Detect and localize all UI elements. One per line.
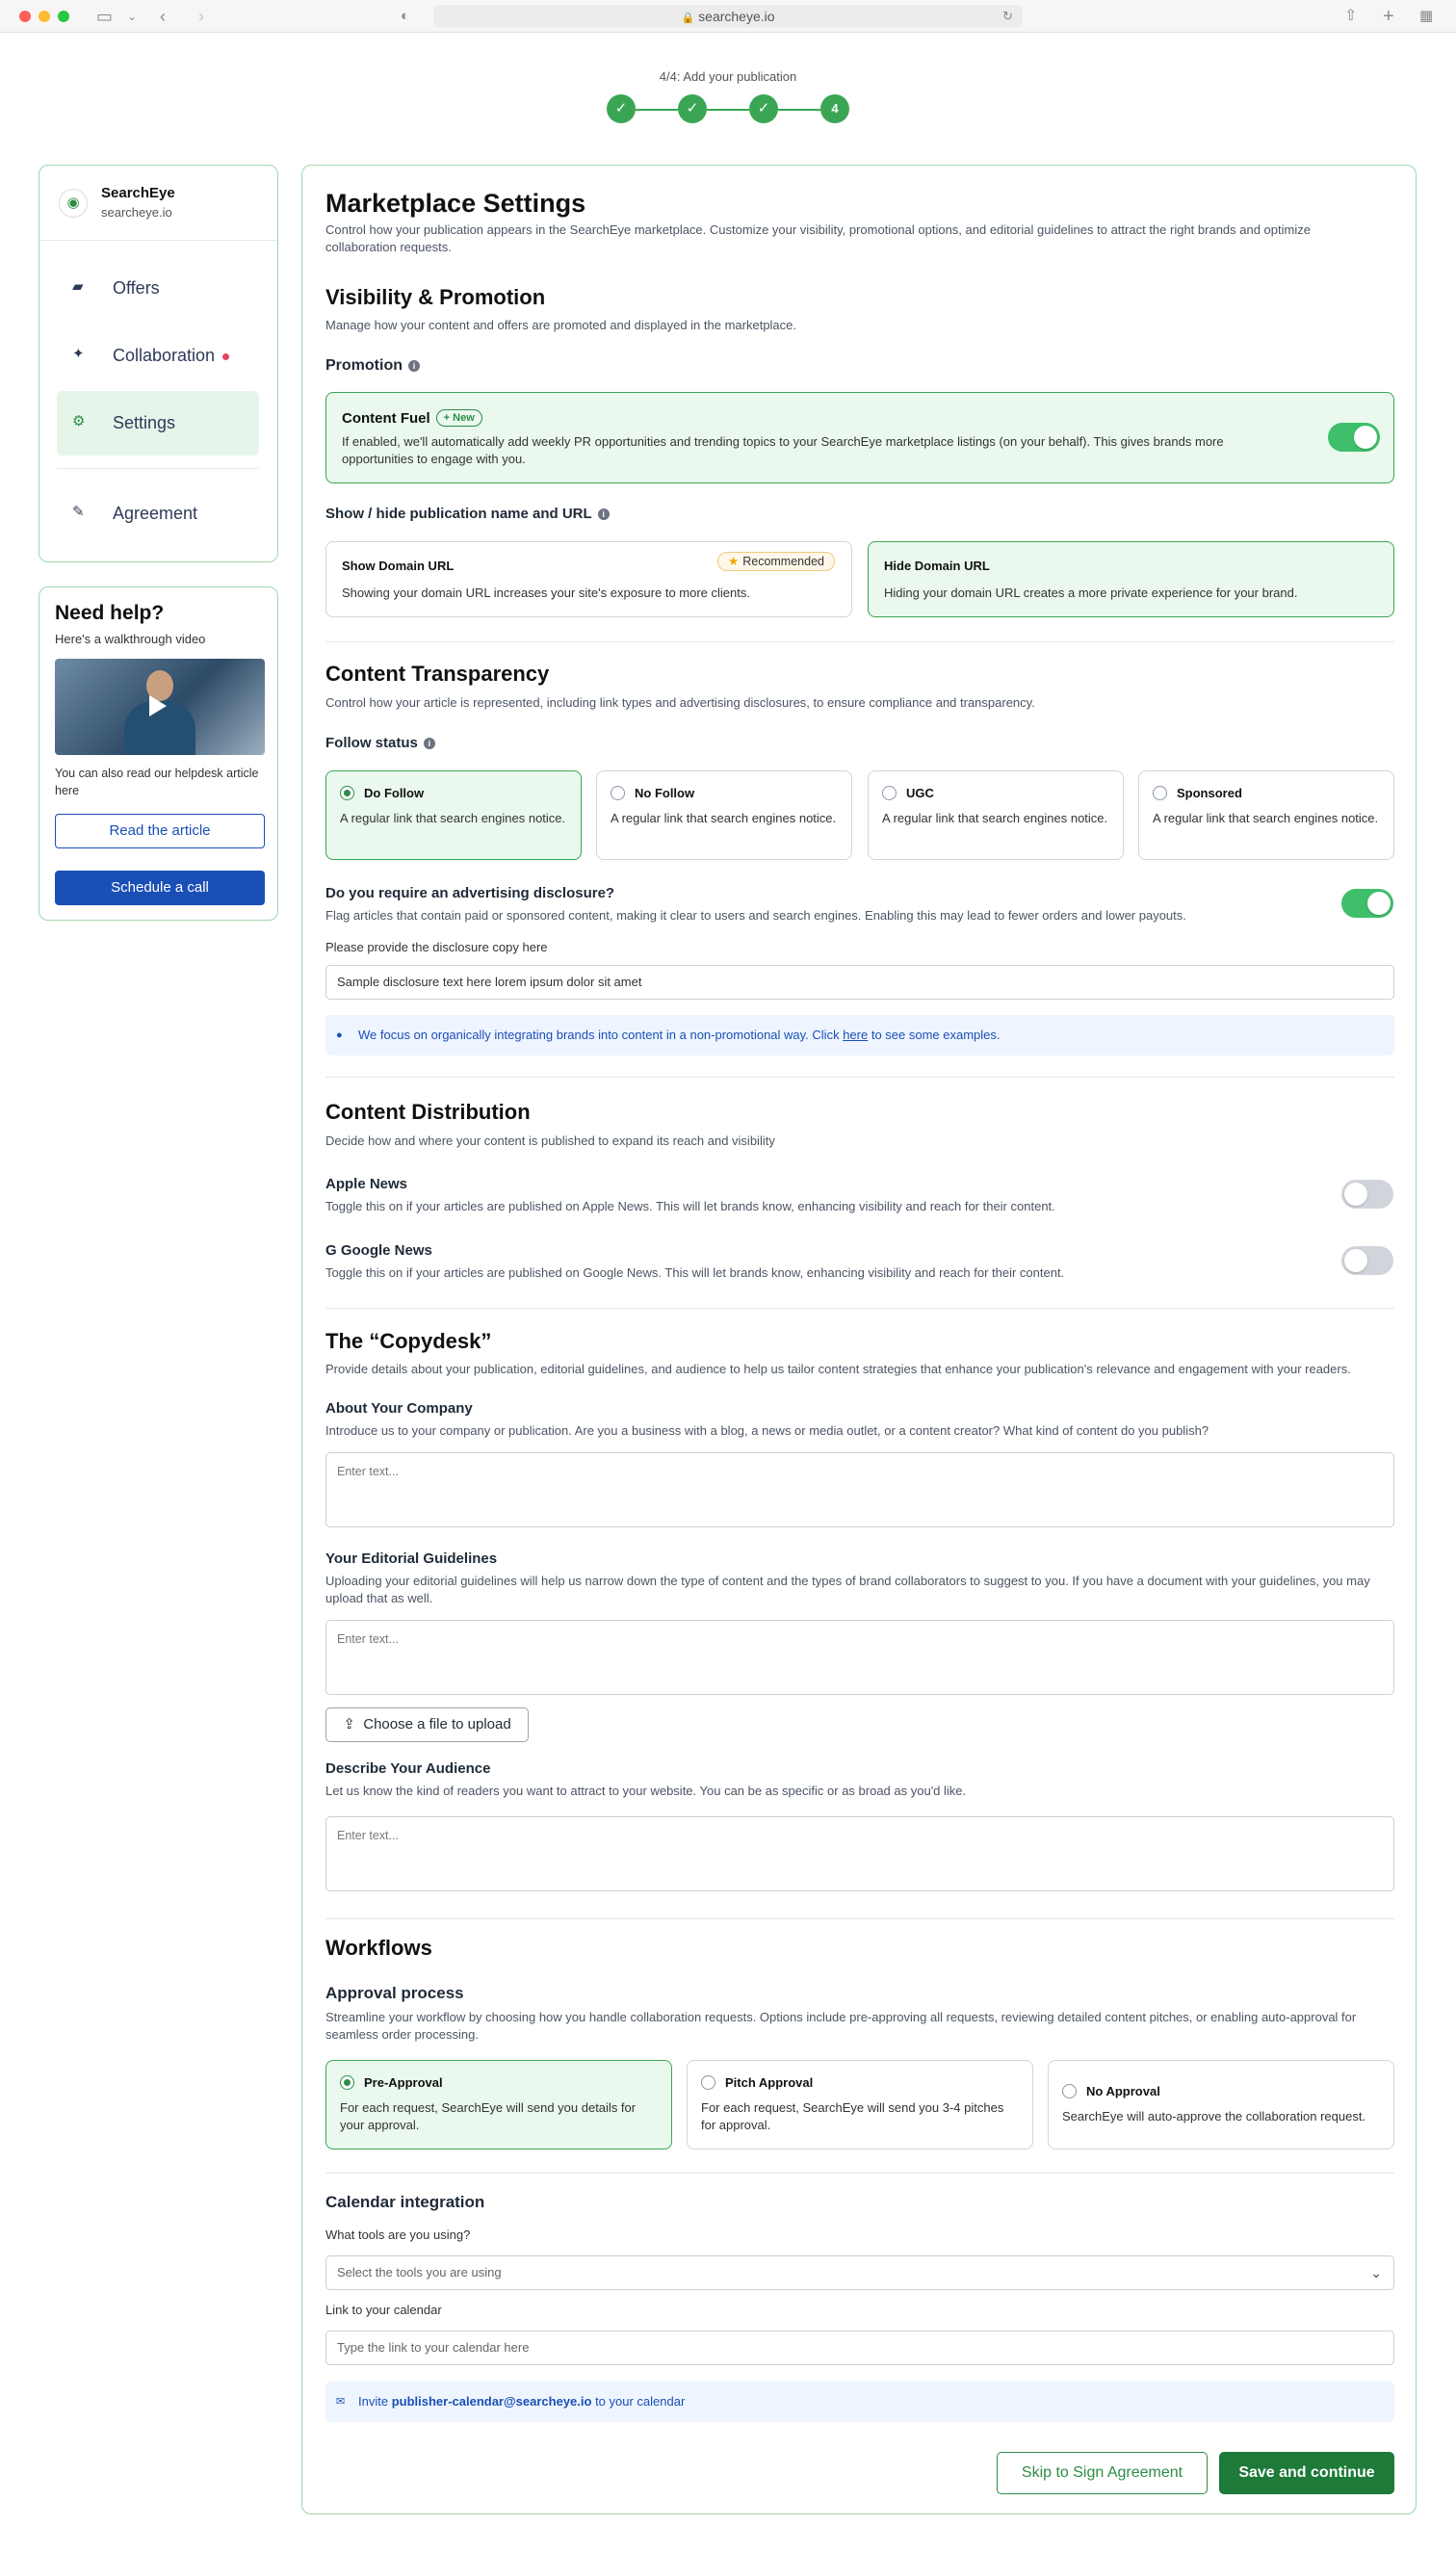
calendar-link-input[interactable]: Type the link to your calendar here — [325, 2331, 1394, 2365]
option-description: For each request, SearchEye will send you details for your approval. — [340, 2100, 637, 2132]
option-description: A regular link that search engines notice. — [611, 811, 837, 825]
step-2-check-icon: ✓ — [678, 94, 707, 123]
option-title: UGC — [906, 786, 934, 800]
gear-icon: ⚙ — [72, 413, 86, 430]
help-note: You can also read our helpdesk article here — [55, 767, 259, 797]
step-4-current: 4 — [820, 94, 849, 123]
hide-domain-description: Hiding your domain URL creates a more private experience for your brand. — [884, 586, 1298, 600]
content-fuel-title: Content Fuel — [342, 410, 430, 427]
section-description: Decide how and where your content is published to expand its reach and visibility — [325, 1133, 775, 1148]
option-title: No Approval — [1086, 2084, 1160, 2098]
divider — [325, 1077, 1394, 1078]
mail-icon: ✉ — [336, 2396, 346, 2408]
sidebar-item-offers[interactable] — [57, 256, 259, 321]
option-description: For each request, SearchEye will send you 3-4 pitches for approval. — [701, 2100, 1004, 2132]
help-title: Need help? — [55, 602, 165, 624]
organic-integration-notice: ● We focus on organically integrating brands into content in a non-promotional way. Click here to see some examples. — [325, 1015, 1394, 1055]
section-title-workflows: Workflows — [325, 1936, 432, 1960]
option-title: Pitch Approval — [725, 2075, 814, 2090]
google-icon: G — [325, 1242, 337, 1259]
handshake-icon: ✦ — [72, 346, 85, 362]
close-window-button[interactable] — [19, 11, 31, 22]
google-news-description: Toggle this on if your articles are published on Google News. This will let brands know, enhancing visibility and reach for their content. — [325, 1265, 1065, 1280]
step-3-check-icon: ✓ — [749, 94, 778, 123]
option-title: Sponsored — [1177, 786, 1242, 800]
follow-status-label: Follow status — [325, 735, 418, 751]
sidebar-item-settings[interactable] — [57, 391, 259, 456]
divider — [325, 1308, 1394, 1309]
disclosure-copy-input[interactable]: Sample disclosure text here lorem ipsum dolor sit amet — [325, 965, 1394, 1000]
option-title: No Follow — [635, 786, 695, 800]
audience-description: Let us know the kind of readers you want to attract to your website. You can be as specific or as broad as you'd like. — [325, 1784, 967, 1798]
new-tab-icon[interactable]: + — [1383, 6, 1394, 27]
radio-button[interactable] — [882, 786, 897, 800]
info-icon[interactable]: i — [408, 360, 420, 372]
content-fuel-description: If enabled, we'll automatically add weekly PR opportunities and trending topics to your SearchEye marketplace listings (on your behalf). This gives brands more opportunities to engage with you. — [342, 434, 1224, 466]
examples-link[interactable]: here — [843, 1028, 869, 1042]
editorial-guidelines-textarea[interactable]: Enter text... — [325, 1620, 1394, 1695]
tools-select[interactable]: Select the tools you are using ⌄ — [325, 2255, 1394, 2290]
approval-process-title: Approval process — [325, 1984, 464, 2002]
step-label: 4/4: Add your publication — [659, 69, 797, 84]
brand-name: SearchEye — [101, 185, 175, 201]
radio-button[interactable] — [340, 2075, 354, 2090]
reload-icon[interactable]: ↻ — [1002, 9, 1013, 23]
tools-label: What tools are you using? — [325, 2227, 471, 2242]
follow-option-no-follow[interactable] — [596, 770, 852, 860]
show-domain-title: Show Domain URL — [342, 559, 455, 573]
apple-news-toggle[interactable] — [1341, 1180, 1393, 1209]
section-description: Control how your article is represented, including link types and advertising disclosures, to ensure compliance and transparency. — [325, 695, 1035, 710]
editorial-guidelines-title: Your Editorial Guidelines — [325, 1550, 498, 1567]
divider — [325, 641, 1394, 642]
upload-file-button[interactable]: ⇪ Choose a file to upload — [325, 1707, 529, 1742]
google-news-toggle[interactable] — [1341, 1246, 1393, 1275]
section-title-copydesk: The “Copydesk” — [325, 1329, 492, 1353]
sidebar-toggle-icon[interactable]: ▭ — [96, 7, 114, 26]
help-card — [39, 586, 278, 921]
sidebar-item-label: Settings — [113, 413, 176, 432]
section-description: Manage how your content and offers are promoted and displayed in the marketplace. — [325, 318, 797, 332]
brand-header — [39, 166, 277, 241]
divider — [325, 1918, 1394, 1919]
progress-stepper — [0, 69, 1456, 117]
new-badge: + New — [436, 409, 482, 427]
calendar-link-label: Link to your calendar — [325, 2303, 442, 2317]
step-1-check-icon: ✓ — [607, 94, 636, 123]
upload-icon: ⇪ — [343, 1716, 355, 1732]
editorial-guidelines-description: Uploading your editorial guidelines will help us narrow down the type of content and the types of brand collaborators to suggest to you. If you have a document with your guidelines, you may upload that as well. — [325, 1574, 1370, 1605]
apple-news-title: Apple News — [325, 1176, 408, 1192]
audience-title: Describe Your Audience — [325, 1760, 491, 1777]
option-description: A regular link that search engines notice. — [1153, 811, 1379, 825]
about-company-title: About Your Company — [325, 1400, 473, 1417]
follow-option-do-follow[interactable] — [325, 770, 582, 860]
forward-icon[interactable]: › — [198, 7, 204, 26]
promotion-label: Promotion — [325, 357, 403, 374]
page-title: Marketplace Settings — [325, 189, 586, 218]
option-title: Do Follow — [364, 786, 425, 800]
about-company-textarea[interactable]: Enter text... — [325, 1452, 1394, 1527]
sidebar — [39, 165, 278, 562]
sidebar-item-label: Offers — [113, 278, 160, 298]
schedule-call-button[interactable]: Schedule a call — [55, 871, 265, 905]
disclosure-title: Do you require an advertising disclosure? — [325, 885, 615, 901]
info-icon[interactable]: i — [598, 508, 610, 520]
lock-icon: 🔒 — [681, 13, 695, 24]
star-icon: ★ — [728, 555, 740, 568]
option-description: SearchEye will auto-approve the collaboration request. — [1062, 2109, 1366, 2123]
invite-email[interactable]: publisher-calendar@searcheye.io — [391, 2394, 592, 2409]
back-icon[interactable]: ‹ — [160, 7, 166, 26]
maximize-window-button[interactable] — [58, 11, 69, 22]
hide-domain-card[interactable] — [868, 541, 1394, 617]
section-title-distribution: Content Distribution — [325, 1100, 531, 1124]
google-news-title: Google News — [340, 1242, 432, 1259]
walkthrough-video[interactable] — [55, 659, 265, 755]
shield-icon[interactable]: ◐ — [401, 8, 410, 24]
url-text: searcheye.io — [698, 9, 775, 24]
chevron-down-icon[interactable]: ⌄ — [127, 10, 138, 23]
divider — [57, 468, 259, 469]
sidebar-item-label: Agreement — [113, 504, 198, 523]
section-description: Provide details about your publication, editorial guidelines, and audience to help us tailor content strategies that enhance your publication's relevance and engagement with your readers. — [325, 1362, 1351, 1376]
eye-icon: ◉ — [59, 189, 88, 218]
chevron-down-icon: ⌄ — [1370, 2265, 1382, 2280]
option-title: Pre-Approval — [364, 2075, 443, 2090]
recommended-badge: ★ Recommended — [717, 552, 835, 571]
notification-dot — [222, 353, 229, 360]
info-icon: ● — [336, 1029, 343, 1041]
approval-option-none[interactable] — [1048, 2060, 1394, 2149]
sidebar-item-collaboration[interactable] — [57, 324, 259, 388]
content-fuel-card — [325, 392, 1394, 483]
option-description: A regular link that search engines notice. — [882, 811, 1108, 825]
disclosure-description: Flag articles that contain paid or sponsored content, making it clear to users and search engines. Enabling this may lead to fewer orders and lower payouts. — [325, 908, 1186, 923]
disclosure-toggle[interactable] — [1341, 889, 1393, 918]
sign-icon: ✎ — [72, 504, 85, 520]
follow-option-sponsored[interactable] — [1138, 770, 1394, 860]
radio-button[interactable] — [611, 786, 625, 800]
play-icon[interactable] — [149, 695, 167, 716]
show-hide-label: Show / hide publication name and URL — [325, 506, 592, 522]
radio-button[interactable] — [1062, 2084, 1077, 2098]
disclosure-copy-label: Please provide the disclosure copy here — [325, 940, 548, 954]
settings-panel — [301, 165, 1417, 2514]
option-description: A regular link that search engines notice. — [340, 811, 566, 825]
section-title-visibility: Visibility & Promotion — [325, 285, 546, 309]
section-title-transparency: Content Transparency — [325, 662, 550, 686]
share-icon[interactable]: ⇧ — [1344, 8, 1358, 24]
step-connector — [636, 109, 678, 111]
show-domain-card[interactable] — [325, 541, 852, 617]
radio-button[interactable] — [340, 786, 354, 800]
sidebar-item-label: Collaboration — [113, 346, 216, 365]
step-connector — [707, 109, 749, 111]
audience-textarea[interactable]: Enter text... — [325, 1816, 1394, 1891]
minimize-window-button[interactable] — [39, 11, 50, 22]
chat-icon: ▰ — [72, 278, 84, 295]
approval-option-pitch[interactable] — [687, 2060, 1033, 2149]
browser-toolbar — [0, 0, 1456, 33]
info-icon[interactable]: i — [424, 738, 435, 749]
page-description: Control how your publication appears in the SearchEye marketplace. Customize your visibility, promotional options, and editorial guidelines to attract the right brands and optimize collaboration requests. — [325, 222, 1311, 254]
show-domain-description: Showing your domain URL increases your site's exposure to more clients. — [342, 586, 750, 600]
brand-url: searcheye.io — [101, 205, 172, 220]
help-subtitle: Here's a walkthrough video — [55, 632, 206, 646]
hide-domain-title: Hide Domain URL — [884, 559, 990, 573]
approval-option-pre[interactable] — [325, 2060, 672, 2149]
divider — [325, 2173, 1394, 2174]
save-and-continue-button[interactable]: Save and continue — [1219, 2452, 1394, 2494]
read-article-button[interactable]: Read the article — [55, 814, 265, 848]
skip-to-agreement-button[interactable]: Skip to Sign Agreement — [997, 2452, 1208, 2494]
content-fuel-toggle[interactable] — [1328, 423, 1380, 452]
follow-option-ugc[interactable] — [868, 770, 1124, 860]
about-company-description: Introduce us to your company or publication. Are you a business with a blog, a news or media outlet, or a content creator? What kind of content do you publish? — [325, 1423, 1209, 1438]
approval-process-description: Streamline your workflow by choosing how you handle collaboration requests. Options include pre-approving all requests, reviewing detailed content pitches, or enabling auto-approval for seamless order processing. — [325, 2010, 1357, 2042]
radio-button[interactable] — [1153, 786, 1167, 800]
sidebar-item-agreement[interactable] — [57, 482, 259, 546]
tab-overview-icon[interactable]: ▦ — [1419, 8, 1434, 24]
calendar-invite-notice: ✉ Invite publisher-calendar@searcheye.io to your calendar — [325, 2382, 1394, 2422]
step-connector — [778, 109, 820, 111]
apple-news-description: Toggle this on if your articles are published on Apple News. This will let brands know, enhancing visibility and reach for their content. — [325, 1199, 1055, 1213]
radio-button[interactable] — [701, 2075, 715, 2090]
calendar-integration-title: Calendar integration — [325, 2193, 485, 2211]
address-bar[interactable] — [433, 5, 1023, 28]
